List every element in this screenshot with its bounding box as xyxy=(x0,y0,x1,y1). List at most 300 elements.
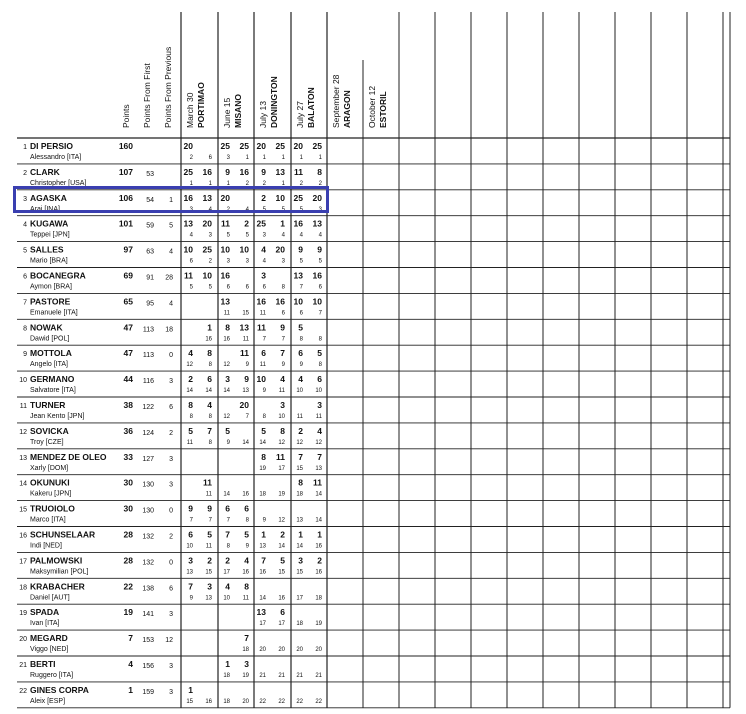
points-from-previous: 1 xyxy=(169,196,173,204)
race1-points: 20 xyxy=(183,141,193,151)
race2-points: 2 xyxy=(207,555,212,566)
race2-position: 13 xyxy=(205,595,212,602)
race2-position: 22 xyxy=(278,698,285,705)
points-header: Points xyxy=(121,104,131,128)
race2-position: 2 xyxy=(208,258,212,265)
race2-points: 9 xyxy=(317,244,322,255)
race2-position: 17 xyxy=(278,621,285,628)
rider-name: SPADA xyxy=(30,607,60,618)
race2-points: 2 xyxy=(244,218,249,229)
points-from-first: 54 xyxy=(146,196,154,204)
race1-position: 6 xyxy=(299,310,303,317)
race2-position: 11 xyxy=(242,336,249,343)
race2-position: 15 xyxy=(278,569,285,576)
race2-position: 3 xyxy=(208,232,212,239)
race1-points: 8 xyxy=(225,322,230,333)
race2-position: 5 xyxy=(245,232,249,239)
race1-points: 8 xyxy=(298,477,303,488)
event-name: DONINGTON xyxy=(269,76,279,128)
race1-position: 13 xyxy=(296,517,303,524)
race2-position: 21 xyxy=(315,673,322,679)
race2-points: 16 xyxy=(312,270,322,281)
race1-points: 5 xyxy=(298,322,303,333)
race1-points: 7 xyxy=(261,555,266,566)
rider-country: Aymon [BRA] xyxy=(30,283,72,291)
race1-position: 16 xyxy=(223,336,230,343)
race2-position: 16 xyxy=(278,595,285,602)
points-from-previous: 3 xyxy=(169,378,173,386)
race1-points: 9 xyxy=(188,503,193,514)
points-from-first: 130 xyxy=(142,507,154,515)
event-name: MISANO xyxy=(233,94,243,128)
rider-position: 6 xyxy=(23,273,27,281)
race1-position: 17 xyxy=(259,621,266,628)
points-from-first-header: Points From First xyxy=(142,63,152,128)
race1-position: 17 xyxy=(223,569,230,576)
race1-points: 3 xyxy=(261,270,266,281)
race2-position: 9 xyxy=(245,543,249,550)
race2-points: 7 xyxy=(280,348,285,359)
race1-points: 13 xyxy=(256,607,266,618)
points-from-previous: 4 xyxy=(169,300,173,308)
rider-position: 7 xyxy=(23,299,27,307)
race1-points: 3 xyxy=(188,555,193,566)
rider-country: Teppei [JPN] xyxy=(30,231,70,239)
points-from-first: 53 xyxy=(146,170,154,178)
race2-points: 4 xyxy=(317,425,322,436)
rider-name: TURNER xyxy=(30,400,66,410)
race2-position: 18 xyxy=(242,647,249,654)
race1-position: 9 xyxy=(262,388,266,395)
race1-position: 11 xyxy=(259,310,266,317)
race2-points: 11 xyxy=(313,477,322,488)
rider-country: Ruggero [ITA] xyxy=(30,672,74,679)
rider-points: 106 xyxy=(118,192,133,203)
race2-points: 13 xyxy=(202,192,212,203)
rider-position: 5 xyxy=(23,247,27,255)
rider-country: Maksymilian [POL] xyxy=(30,568,89,576)
race2-position: 8 xyxy=(208,439,212,446)
race1-position: 14 xyxy=(223,491,230,498)
race2-position: 8 xyxy=(245,517,249,524)
race1-points: 20 xyxy=(256,141,266,151)
race2-position: 2 xyxy=(245,180,249,187)
race1-points: 2 xyxy=(298,425,303,436)
race1-position: 9 xyxy=(299,362,303,369)
race1-points: 20 xyxy=(293,141,303,151)
rider-position: 3 xyxy=(23,195,27,203)
race2-points: 25 xyxy=(275,141,285,151)
race2-position: 13 xyxy=(315,465,322,472)
race2-points: 11 xyxy=(240,348,249,359)
race1-points: 1 xyxy=(261,529,266,540)
race1-position: 15 xyxy=(186,698,193,705)
race1-position: 10 xyxy=(223,595,230,602)
race2-position: 6 xyxy=(245,284,249,291)
race2-points: 20 xyxy=(275,244,285,255)
race1-position: 5 xyxy=(299,206,303,213)
rider-country: Xarly [DOM] xyxy=(30,464,69,472)
race1-points: 2 xyxy=(225,555,230,566)
race2-points: 5 xyxy=(317,348,322,359)
race1-position: 14 xyxy=(186,388,193,395)
rider-name: NOWAK xyxy=(30,322,63,333)
race2-position: 4 xyxy=(245,206,249,213)
race2-points: 3 xyxy=(317,400,322,410)
rider-position: 14 xyxy=(19,480,27,488)
race2-points: 8 xyxy=(244,581,249,592)
race2-position: 19 xyxy=(315,621,322,628)
race2-position: 11 xyxy=(205,491,212,498)
rider-position: 8 xyxy=(23,325,27,333)
race2-points: 16 xyxy=(202,166,212,177)
race2-position: 1 xyxy=(318,155,322,161)
race1-points: 2 xyxy=(261,192,266,203)
rider-name: PASTORE xyxy=(30,296,71,307)
rider-country: Marco [ITA] xyxy=(30,516,66,524)
rider-country: Jean Kento [JPN] xyxy=(30,413,85,420)
race1-position: 14 xyxy=(259,439,266,446)
race2-position: 12 xyxy=(278,517,285,524)
race1-position: 10 xyxy=(186,543,193,550)
race1-points: 6 xyxy=(188,529,193,540)
race2-position: 16 xyxy=(242,569,249,576)
race1-position: 14 xyxy=(259,595,266,602)
points-from-previous: 6 xyxy=(169,404,173,411)
rider-country: Viggo [NED] xyxy=(30,646,69,654)
race2-position: 17 xyxy=(278,465,285,472)
race1-position: 12 xyxy=(186,362,193,369)
rider-position: 12 xyxy=(19,428,27,436)
race2-points: 13 xyxy=(275,166,285,177)
race1-position: 4 xyxy=(262,258,266,265)
race1-position: 12 xyxy=(223,414,230,420)
race1-points: 4 xyxy=(261,244,266,255)
rider-points: 47 xyxy=(123,322,133,333)
race2-position: 11 xyxy=(278,388,285,395)
rider-points: 4 xyxy=(128,659,133,669)
race1-position: 21 xyxy=(259,673,266,679)
race2-points: 3 xyxy=(207,581,212,592)
race1-points: 11 xyxy=(221,218,230,229)
race2-position: 9 xyxy=(281,362,285,369)
race2-position: 16 xyxy=(205,336,212,343)
race2-position: 3 xyxy=(245,258,249,265)
rider-points: 107 xyxy=(118,166,133,177)
rider-name: SCHUNSELAAR xyxy=(30,529,96,540)
race2-points: 3 xyxy=(244,659,249,669)
race2-points: 4 xyxy=(207,400,212,410)
race2-points: 5 xyxy=(207,529,212,540)
race2-points: 13 xyxy=(239,322,249,333)
race1-position: 18 xyxy=(296,491,303,498)
race2-points: 1 xyxy=(280,218,285,229)
race1-position: 4 xyxy=(189,232,193,239)
race1-position: 5 xyxy=(226,232,230,239)
race2-position: 4 xyxy=(281,232,285,239)
race2-position: 18 xyxy=(315,595,322,602)
race2-position: 1 xyxy=(281,155,285,161)
points-from-first: 130 xyxy=(142,481,154,489)
race2-points: 10 xyxy=(202,270,212,281)
rider-position: 11 xyxy=(19,403,27,410)
race2-points: 11 xyxy=(203,477,212,488)
rider-country: Aleix [ESP] xyxy=(30,697,66,705)
rider-points: 47 xyxy=(123,348,133,359)
rider-position: 21 xyxy=(19,662,27,669)
race2-position: 14 xyxy=(205,388,212,395)
rider-points: 160 xyxy=(118,141,133,151)
race2-points: 16 xyxy=(275,296,285,307)
race2-points: 4 xyxy=(280,374,285,385)
rider-country: Angelo [ITA] xyxy=(30,361,69,369)
race1-position: 17 xyxy=(296,595,303,602)
race2-position: 8 xyxy=(208,362,212,369)
race1-points: 10 xyxy=(256,374,266,385)
rider-position: 18 xyxy=(19,584,27,592)
points-from-first: 63 xyxy=(146,248,154,256)
race1-points: 5 xyxy=(188,425,193,436)
race2-position: 12 xyxy=(315,439,322,446)
points-from-previous: 3 xyxy=(169,481,173,489)
race2-position: 12 xyxy=(278,439,285,446)
rider-name: GERMANO xyxy=(30,374,75,385)
race1-position: 14 xyxy=(223,388,230,395)
rider-points: 69 xyxy=(123,270,133,281)
race1-points: 5 xyxy=(225,425,230,436)
race1-position: 15 xyxy=(296,465,303,472)
rider-country: Emanuele [ITA] xyxy=(30,309,78,317)
race1-points: 16 xyxy=(220,270,230,281)
race2-points: 5 xyxy=(244,529,249,540)
race1-points: 9 xyxy=(225,166,230,177)
points-from-first: 91 xyxy=(146,274,154,282)
race1-position: 5 xyxy=(262,206,266,213)
race2-points: 8 xyxy=(317,166,322,177)
race2-points: 9 xyxy=(280,322,285,333)
rider-position: 13 xyxy=(19,454,27,462)
race2-position: 5 xyxy=(281,206,285,213)
rider-position: 16 xyxy=(19,532,27,540)
race2-points: 6 xyxy=(244,503,249,514)
race1-points: 16 xyxy=(256,296,266,307)
race2-position: 5 xyxy=(318,258,322,265)
rider-points: 7 xyxy=(128,633,133,644)
race1-points: 20 xyxy=(220,192,230,203)
rider-position: 22 xyxy=(19,687,27,695)
points-from-previous: 0 xyxy=(169,559,173,567)
race2-position: 14 xyxy=(315,517,322,524)
race2-points: 8 xyxy=(207,348,212,359)
race1-points: 13 xyxy=(183,218,193,229)
race2-position: 3 xyxy=(281,258,285,265)
race2-points: 10 xyxy=(275,192,285,203)
event-date: July 27 xyxy=(295,101,305,128)
points-from-first: 116 xyxy=(142,378,154,386)
rider-country: Kakeru [JPN] xyxy=(30,490,72,498)
race1-points: 10 xyxy=(293,296,303,307)
race1-points: 16 xyxy=(183,192,193,203)
race1-points: 10 xyxy=(220,244,230,255)
rider-position: 10 xyxy=(19,377,27,385)
rider-position: 2 xyxy=(23,169,27,177)
race1-points: 1 xyxy=(225,659,230,669)
points-from-previous: 28 xyxy=(165,274,173,282)
race1-position: 6 xyxy=(262,284,266,291)
points-from-previous: 18 xyxy=(165,326,173,334)
race1-position: 6 xyxy=(226,284,230,291)
race2-points: 1 xyxy=(317,529,322,540)
event-name: PORTIMAO xyxy=(196,82,206,128)
race1-position: 10 xyxy=(296,388,303,395)
race1-position: 4 xyxy=(299,232,303,239)
rider-name: AGASKA xyxy=(30,192,67,203)
rider-name: KRABACHER xyxy=(30,581,85,592)
race1-position: 7 xyxy=(226,517,230,524)
race2-points: 1 xyxy=(207,322,212,333)
points-from-first: 156 xyxy=(142,663,154,670)
race2-position: 21 xyxy=(278,673,285,679)
race1-position: 1 xyxy=(299,155,303,161)
race1-position: 2 xyxy=(189,155,193,161)
race1-points: 6 xyxy=(225,503,230,514)
race2-position: 15 xyxy=(242,310,249,317)
rider-points: 30 xyxy=(123,503,133,514)
race1-position: 13 xyxy=(259,543,266,550)
event-date: July 13 xyxy=(258,101,268,128)
race1-position: 14 xyxy=(296,543,303,550)
points-from-first: 159 xyxy=(142,688,154,696)
rider-position: 19 xyxy=(19,610,27,618)
rider-name: GINES CORPA xyxy=(30,684,89,695)
points-from-first: 113 xyxy=(142,326,154,334)
race2-points: 7 xyxy=(317,451,322,462)
rider-country: Alessandro [ITA] xyxy=(30,154,82,161)
race1-points: 25 xyxy=(293,192,303,203)
points-from-first: 127 xyxy=(142,455,154,463)
race1-position: 18 xyxy=(223,698,230,705)
race1-position: 11 xyxy=(296,414,303,420)
rider-name: DI PERSIO xyxy=(30,141,73,151)
rider-position: 1 xyxy=(23,144,27,151)
points-from-previous: 3 xyxy=(169,611,173,619)
race1-position: 8 xyxy=(226,543,230,550)
rider-points: 33 xyxy=(123,451,133,462)
race2-points: 2 xyxy=(317,555,322,566)
race1-points: 16 xyxy=(293,218,303,229)
event-name: BALATON xyxy=(306,87,316,128)
rider-name: SOVICKA xyxy=(30,425,69,436)
race1-position: 3 xyxy=(226,155,230,161)
race2-position: 6 xyxy=(318,284,322,291)
race2-position: 15 xyxy=(205,569,212,576)
race2-position: 1 xyxy=(281,180,285,187)
rider-country: Arai [INA] xyxy=(30,205,60,213)
race1-position: 6 xyxy=(189,258,193,265)
race1-position: 11 xyxy=(223,310,230,317)
race1-position: 9 xyxy=(189,595,193,602)
race2-position: 14 xyxy=(242,439,249,446)
rider-points: 28 xyxy=(123,555,133,566)
race2-points: 20 xyxy=(312,192,322,203)
race2-position: 3 xyxy=(318,206,322,213)
race2-position: 8 xyxy=(318,336,322,343)
race2-points: 7 xyxy=(244,633,249,644)
race1-points: 7 xyxy=(188,581,193,592)
rider-points: 19 xyxy=(123,607,133,618)
points-from-previous: 3 xyxy=(169,688,173,696)
rider-country: Indi [NED] xyxy=(30,542,62,550)
race1-position: 8 xyxy=(262,414,266,420)
race2-position: 7 xyxy=(281,336,285,343)
race2-position: 11 xyxy=(205,543,212,550)
race1-position: 12 xyxy=(296,439,303,446)
points-from-previous: 12 xyxy=(165,637,173,645)
points-from-first: 113 xyxy=(142,352,154,360)
points-from-first: 138 xyxy=(142,585,154,593)
race2-points: 6 xyxy=(280,607,285,618)
points-from-previous: 2 xyxy=(169,533,173,541)
race1-position: 20 xyxy=(296,647,303,654)
rider-name: KUGAWA xyxy=(30,218,69,229)
rider-points: 38 xyxy=(123,400,133,410)
race2-position: 14 xyxy=(278,543,285,550)
rider-name: MEGARD xyxy=(30,633,68,644)
race1-points: 3 xyxy=(298,555,303,566)
race1-points: 11 xyxy=(257,322,266,333)
rider-name: BOCANEGRA xyxy=(30,270,86,281)
race1-points: 11 xyxy=(184,270,193,281)
rider-country: Salvatore [ITA] xyxy=(30,387,76,395)
points-from-previous: 0 xyxy=(169,352,173,360)
race1-points: 4 xyxy=(298,374,303,385)
race1-position: 2 xyxy=(299,180,303,187)
race1-points: 13 xyxy=(220,296,230,307)
race1-position: 21 xyxy=(296,673,303,679)
race2-position: 8 xyxy=(281,284,285,291)
race1-points: 11 xyxy=(294,166,303,177)
race1-points: 2 xyxy=(188,374,193,385)
race1-points: 4 xyxy=(225,581,230,592)
race2-points: 20 xyxy=(202,218,212,229)
race2-points: 16 xyxy=(239,166,249,177)
rider-position: 15 xyxy=(19,506,27,514)
rider-points: 1 xyxy=(128,684,133,695)
race1-position: 1 xyxy=(189,180,193,187)
race1-position: 1 xyxy=(262,155,266,161)
rider-points: 101 xyxy=(118,218,133,229)
rider-country: Mario [BRA] xyxy=(30,257,68,265)
rider-name: SALLES xyxy=(30,244,64,255)
race1-points: 25 xyxy=(183,166,193,177)
points-from-previous: 2 xyxy=(169,429,173,437)
event-date: March 30 xyxy=(185,92,195,128)
race1-points: 3 xyxy=(225,374,230,385)
race1-position: 15 xyxy=(296,569,303,576)
race1-position: 9 xyxy=(262,517,266,524)
rider-position: 20 xyxy=(19,636,27,644)
race2-position: 6 xyxy=(208,155,212,161)
rider-name: TRUOIOLO xyxy=(30,503,75,514)
race1-position: 2 xyxy=(226,206,230,213)
race2-position: 14 xyxy=(315,491,322,498)
event-date: October 12 xyxy=(367,85,377,128)
race2-position: 10 xyxy=(315,388,322,395)
points-from-first: 59 xyxy=(146,222,154,230)
points-from-previous: 3 xyxy=(169,455,173,463)
rider-position: 4 xyxy=(23,221,27,229)
points-from-previous: 5 xyxy=(169,222,173,230)
